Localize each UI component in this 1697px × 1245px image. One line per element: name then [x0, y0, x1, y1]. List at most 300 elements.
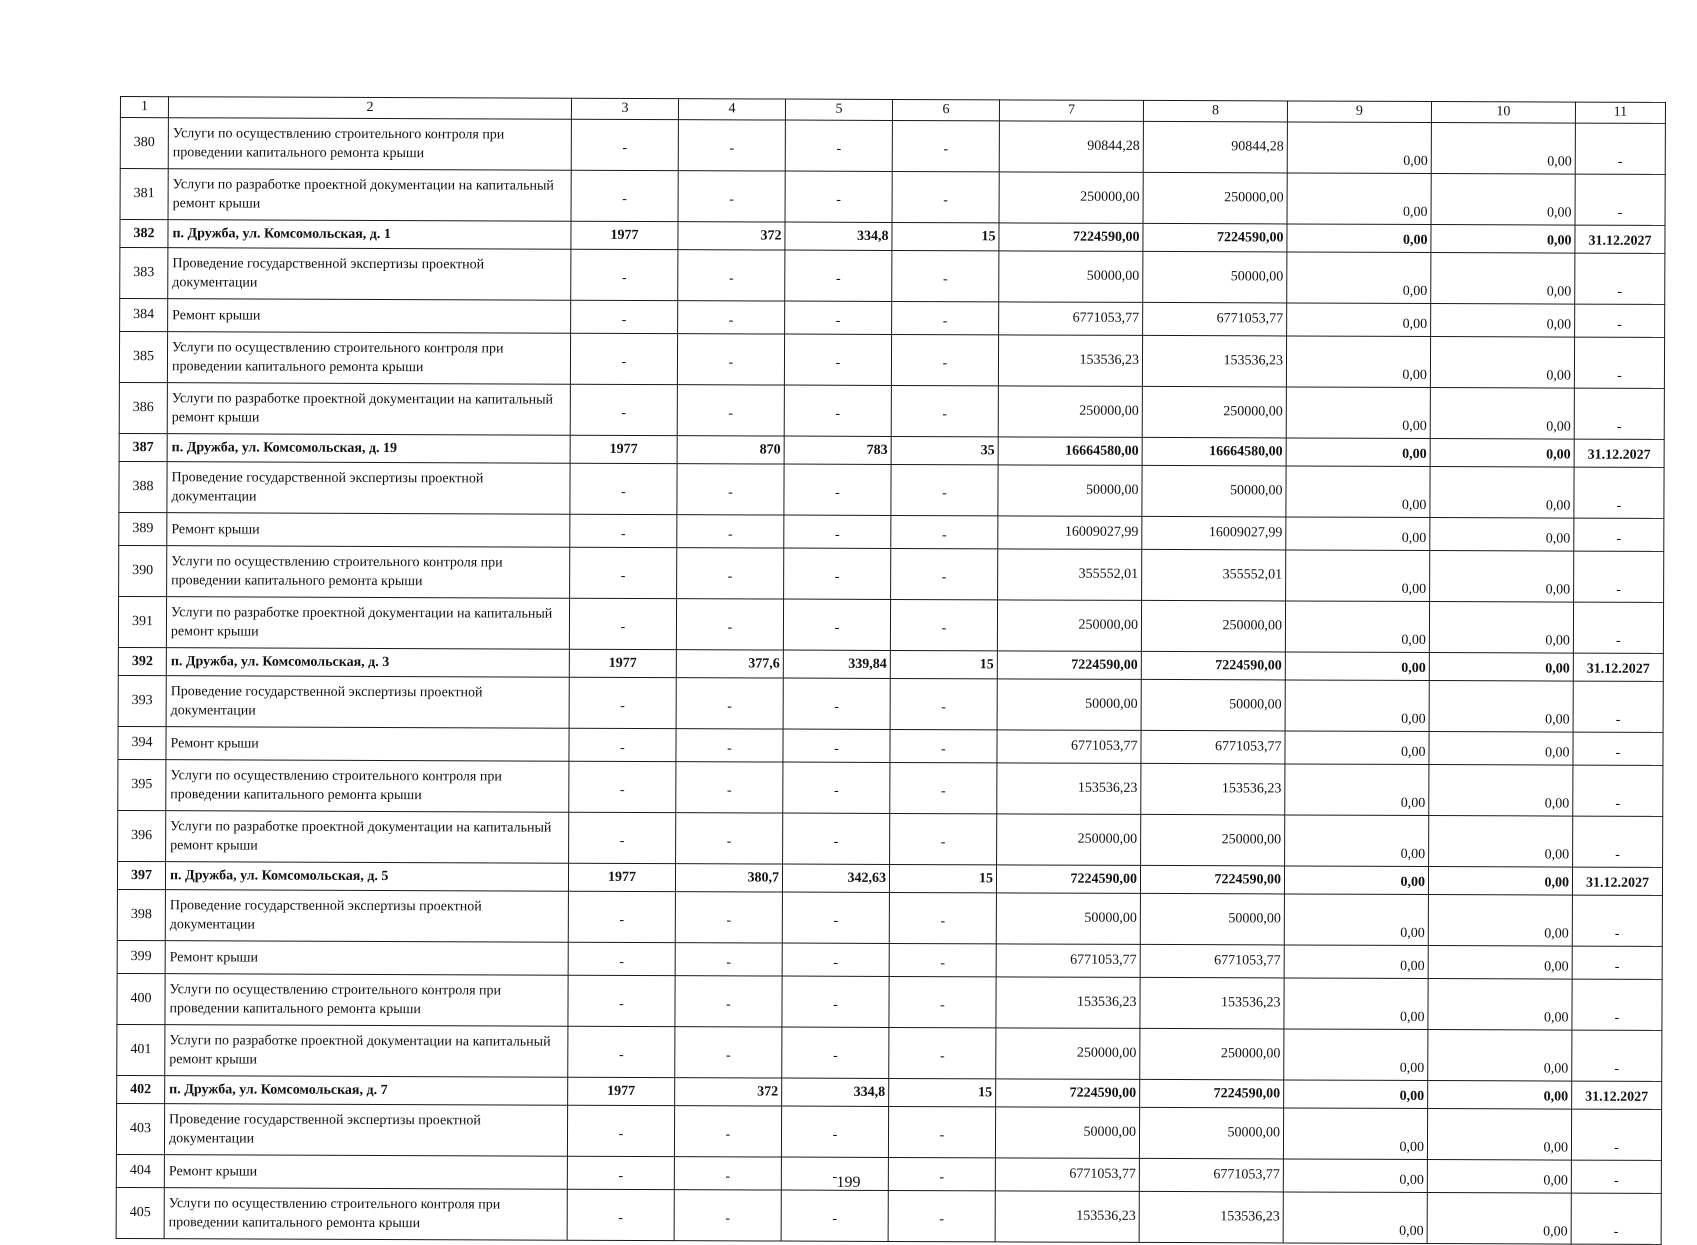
- year-cell: -: [571, 119, 678, 170]
- col4-cell: 377,6: [676, 650, 783, 678]
- page-number: 199: [836, 1174, 861, 1191]
- col4-cell: -: [676, 678, 783, 729]
- amount-cell: 0,00: [1287, 224, 1431, 253]
- row-name-cell: п. Дружба, ул. Комсомольская, д. 19: [167, 434, 570, 464]
- cost-cell: 16664580,00: [1142, 437, 1286, 466]
- amount-cell: 0,00: [1283, 1108, 1427, 1160]
- col4-cell: -: [677, 548, 784, 599]
- cost-cell: 250000,00: [997, 814, 1141, 866]
- deadline-cell: -: [1574, 467, 1664, 518]
- column-header: 10: [1431, 102, 1575, 124]
- amount-cell: 0,00: [1284, 894, 1428, 946]
- col4-cell: -: [676, 813, 783, 864]
- col6-cell: -: [890, 762, 997, 813]
- amount-cell: 0,00: [1427, 1160, 1571, 1194]
- amount-cell: 0,00: [1428, 1081, 1572, 1110]
- row-number-cell: 384: [120, 299, 168, 332]
- amount-cell: 0,00: [1429, 765, 1573, 817]
- col4-cell: -: [675, 976, 782, 1027]
- amount-cell: 0,00: [1431, 123, 1575, 175]
- amount-cell: 0,00: [1283, 1192, 1427, 1244]
- row-number-cell: 380: [120, 118, 168, 169]
- cost-cell: 250000,00: [1143, 172, 1287, 224]
- year-cell: -: [569, 598, 676, 649]
- amount-cell: 0,00: [1429, 653, 1573, 682]
- col4-cell: -: [677, 334, 784, 385]
- capital-repair-table: [116, 96, 1666, 1245]
- amount-cell: 0,00: [1429, 732, 1573, 766]
- row-number-cell: 381: [120, 169, 168, 220]
- deadline-cell: -: [1574, 518, 1664, 551]
- year-cell: 1977: [569, 649, 676, 677]
- cost-cell: 50000,00: [1142, 465, 1286, 517]
- cost-cell: 7224590,00: [1140, 1079, 1284, 1108]
- amount-cell: 0,00: [1287, 303, 1431, 337]
- amount-cell: 0,00: [1430, 337, 1574, 389]
- col6-cell: 15: [889, 864, 996, 892]
- col5-cell: -: [784, 464, 891, 515]
- amount-cell: 0,00: [1287, 173, 1431, 225]
- table-row: [117, 889, 1662, 946]
- row-name-cell: Ремонт крыши: [165, 941, 568, 976]
- col4-cell: -: [674, 1190, 781, 1241]
- col4-cell: -: [677, 385, 784, 436]
- amount-cell: 0,00: [1283, 1159, 1427, 1193]
- cost-cell: 153536,23: [997, 763, 1141, 815]
- amount-cell: 0,00: [1429, 681, 1573, 733]
- cost-cell: 7224590,00: [1140, 865, 1284, 894]
- row-number-cell: 385: [119, 332, 167, 383]
- year-cell: -: [570, 463, 677, 514]
- year-cell: -: [569, 728, 676, 761]
- amount-cell: 0,00: [1287, 252, 1431, 304]
- column-header: 7: [999, 100, 1143, 122]
- col6-cell: -: [890, 813, 997, 864]
- deadline-cell: -: [1575, 174, 1665, 225]
- col5-cell: -: [783, 813, 890, 864]
- amount-cell: 0,00: [1430, 467, 1574, 519]
- cost-cell: 250000,00: [996, 1028, 1140, 1080]
- column-header: 2: [168, 97, 571, 120]
- row-number-cell: 391: [118, 596, 166, 647]
- col4-cell: -: [677, 464, 784, 515]
- row-number-cell: 405: [116, 1187, 164, 1238]
- col4-cell: -: [675, 892, 782, 943]
- cost-cell: 90844,28: [1143, 121, 1287, 173]
- row-number-cell: 397: [117, 861, 165, 889]
- cost-cell: 153536,23: [1139, 1191, 1283, 1243]
- col6-cell: -: [890, 599, 997, 650]
- amount-cell: 0,00: [1285, 731, 1429, 765]
- col5-cell: -: [784, 385, 891, 436]
- year-cell: -: [571, 170, 678, 221]
- row-name-cell: Услуги по осуществлению строительного контроля при проведении капитального ремонта крыши: [168, 118, 571, 171]
- amount-cell: 0,00: [1427, 1193, 1571, 1245]
- row-number-cell: 394: [118, 726, 166, 759]
- deadline-cell: 31.12.2027: [1573, 653, 1663, 681]
- cost-cell: 6771053,77: [999, 302, 1143, 336]
- cost-cell: 90844,28: [999, 121, 1143, 173]
- col6-cell: -: [888, 1190, 995, 1241]
- deadline-cell: 31.12.2027: [1574, 439, 1664, 467]
- col5-cell: -: [782, 1027, 889, 1078]
- cost-cell: 50000,00: [1139, 1107, 1283, 1159]
- col6-cell: -: [892, 301, 999, 334]
- col6-cell: -: [888, 1157, 995, 1190]
- deadline-cell: -: [1572, 979, 1662, 1030]
- year-cell: -: [569, 761, 676, 812]
- col6-cell: 35: [891, 436, 998, 464]
- amount-cell: 0,00: [1428, 895, 1572, 947]
- cost-cell: 250000,00: [1141, 814, 1285, 866]
- col6-cell: -: [891, 464, 998, 515]
- table-row: [120, 169, 1665, 226]
- col5-cell: -: [782, 892, 889, 943]
- year-cell: 1977: [571, 221, 678, 249]
- amount-cell: 0,00: [1286, 438, 1430, 467]
- document-sheet: [116, 96, 1665, 1245]
- col5-cell: -: [783, 678, 890, 729]
- cost-cell: 153536,23: [996, 977, 1140, 1029]
- year-cell: -: [568, 942, 675, 975]
- cost-cell: 250000,00: [1140, 1028, 1284, 1080]
- table-row: [118, 675, 1663, 732]
- cost-cell: 50000,00: [996, 893, 1140, 945]
- table-row: [120, 248, 1665, 305]
- col5-cell: -: [785, 120, 892, 171]
- column-header: 6: [892, 99, 999, 120]
- amount-cell: 0,00: [1286, 336, 1430, 388]
- year-cell: -: [569, 812, 676, 863]
- amount-cell: 0,00: [1286, 387, 1430, 439]
- cost-cell: 6771053,77: [995, 1158, 1139, 1192]
- cost-cell: 50000,00: [995, 1107, 1139, 1159]
- row-number-cell: 389: [119, 512, 167, 545]
- cost-cell: 50000,00: [997, 679, 1141, 731]
- row-number-cell: 390: [119, 545, 167, 596]
- year-cell: -: [570, 514, 677, 547]
- col4-cell: -: [674, 1106, 781, 1157]
- col6-cell: -: [892, 171, 999, 222]
- row-name-cell: Услуги по разработке проектной документации на капитальный ремонт крыши: [166, 597, 569, 650]
- column-header: 1: [120, 97, 168, 118]
- amount-cell: 0,00: [1284, 1029, 1428, 1081]
- col5-cell: -: [783, 599, 890, 650]
- col5-cell: -: [785, 301, 892, 334]
- row-name-cell: Услуги по разработке проектной документации на капитальный ремонт крыши: [167, 383, 570, 436]
- year-cell: -: [568, 891, 675, 942]
- col6-cell: -: [888, 1106, 995, 1157]
- table-row: [120, 118, 1665, 175]
- cost-cell: 50000,00: [1141, 679, 1285, 731]
- row-name-cell: Услуги по разработке проектной документации на капитальный ремонт крыши: [165, 1025, 568, 1078]
- cost-cell: 250000,00: [999, 172, 1143, 224]
- year-cell: -: [568, 1026, 675, 1077]
- deadline-cell: -: [1574, 337, 1664, 388]
- amount-cell: 0,00: [1284, 945, 1428, 979]
- col5-cell: -: [783, 729, 890, 762]
- amount-cell: 0,00: [1430, 518, 1574, 552]
- row-number-cell: 402: [117, 1075, 165, 1103]
- col4-cell: -: [678, 250, 785, 301]
- cost-cell: 50000,00: [999, 251, 1143, 303]
- cost-cell: 7224590,00: [999, 223, 1143, 252]
- row-name-cell: Проведение государственной экспертизы проектной документации: [164, 1104, 567, 1157]
- row-number-cell: 388: [119, 461, 167, 512]
- cost-cell: 6771053,77: [1143, 302, 1287, 336]
- col6-cell: -: [889, 892, 996, 943]
- row-name-cell: п. Дружба, ул. Комсомольская, д. 3: [166, 648, 569, 678]
- cost-cell: 153536,23: [1140, 977, 1284, 1029]
- row-number-cell: 387: [119, 433, 167, 461]
- col6-cell: -: [890, 729, 997, 762]
- year-cell: -: [569, 677, 676, 728]
- year-cell: -: [571, 249, 678, 300]
- deadline-cell: 31.12.2027: [1572, 1081, 1662, 1109]
- amount-cell: 0,00: [1431, 304, 1575, 338]
- row-number-cell: 401: [117, 1024, 165, 1075]
- deadline-cell: -: [1573, 602, 1663, 653]
- col6-cell: -: [889, 976, 996, 1027]
- table-row: [117, 973, 1662, 1030]
- row-number-cell: 382: [120, 220, 168, 248]
- deadline-cell: -: [1575, 304, 1665, 337]
- row-number-cell: 393: [118, 675, 166, 726]
- col5-cell: -: [781, 1190, 888, 1241]
- amount-cell: 0,00: [1429, 602, 1573, 654]
- col5-cell: 342,63: [782, 864, 889, 892]
- column-header: 11: [1575, 102, 1665, 123]
- row-name-cell: Услуги по разработке проектной документации на капитальный ремонт крыши: [166, 811, 569, 864]
- amount-cell: 0,00: [1431, 225, 1575, 254]
- row-number-cell: 399: [117, 940, 165, 973]
- row-number-cell: 396: [118, 810, 166, 861]
- col5-cell: -: [782, 943, 889, 976]
- col5-cell: 339,84: [783, 650, 890, 678]
- cost-cell: 153536,23: [998, 335, 1142, 387]
- amount-cell: 0,00: [1287, 122, 1431, 174]
- col4-cell: 380,7: [675, 864, 782, 892]
- amount-cell: 0,00: [1428, 946, 1572, 980]
- row-number-cell: 392: [118, 647, 166, 675]
- col6-cell: -: [892, 120, 999, 171]
- amount-cell: 0,00: [1428, 867, 1572, 896]
- row-name-cell: Услуги по осуществлению строительного контроля при проведении капитального ремонта крыши: [165, 974, 568, 1027]
- deadline-cell: -: [1573, 765, 1663, 816]
- year-cell: -: [567, 1156, 674, 1189]
- col6-cell: -: [889, 1027, 996, 1078]
- cost-cell: 16009027,99: [998, 516, 1142, 550]
- amount-cell: 0,00: [1430, 388, 1574, 440]
- year-cell: -: [570, 333, 677, 384]
- col4-cell: -: [677, 515, 784, 548]
- col6-cell: 15: [889, 1078, 996, 1106]
- cost-cell: 50000,00: [998, 465, 1142, 517]
- deadline-cell: -: [1571, 1193, 1661, 1244]
- row-name-cell: Ремонт крыши: [168, 299, 571, 334]
- deadline-cell: -: [1572, 895, 1662, 946]
- cost-cell: 250000,00: [997, 600, 1141, 652]
- amount-cell: 0,00: [1428, 979, 1572, 1031]
- column-header: 3: [571, 98, 678, 119]
- column-header: 5: [785, 99, 892, 120]
- cost-cell: 250000,00: [1142, 386, 1286, 438]
- row-name-cell: п. Дружба, ул. Комсомольская, д. 7: [165, 1076, 568, 1106]
- cost-cell: 250000,00: [998, 386, 1142, 438]
- row-name-cell: п. Дружба, ул. Комсомольская, д. 5: [165, 862, 568, 892]
- table-row: [118, 759, 1663, 816]
- amount-cell: 0,00: [1286, 466, 1430, 518]
- deadline-cell: -: [1573, 681, 1663, 732]
- col5-cell: -: [782, 976, 889, 1027]
- col6-cell: -: [890, 678, 997, 729]
- col5-cell: 783: [784, 436, 891, 464]
- col4-cell: -: [675, 1027, 782, 1078]
- row-number-cell: 395: [118, 759, 166, 810]
- table-row: [116, 1187, 1661, 1244]
- row-name-cell: п. Дружба, ул. Комсомольская, д. 1: [168, 220, 571, 250]
- column-header: 4: [678, 99, 785, 120]
- amount-cell: 0,00: [1285, 652, 1429, 681]
- amount-cell: 0,00: [1427, 1109, 1571, 1161]
- row-number-cell: 398: [117, 889, 165, 940]
- deadline-cell: -: [1574, 551, 1664, 602]
- cost-cell: 7224590,00: [1141, 651, 1285, 680]
- amount-cell: 0,00: [1431, 174, 1575, 226]
- col6-cell: -: [889, 943, 996, 976]
- deadline-cell: -: [1572, 946, 1662, 979]
- row-number-cell: 386: [119, 382, 167, 433]
- amount-cell: 0,00: [1284, 866, 1428, 895]
- col6-cell: -: [891, 515, 998, 548]
- col6-cell: -: [891, 385, 998, 436]
- row-name-cell: Проведение государственной экспертизы проектной документации: [166, 676, 569, 729]
- cost-cell: 7224590,00: [996, 865, 1140, 894]
- table-row: [119, 382, 1664, 439]
- cost-cell: 6771053,77: [1141, 730, 1285, 764]
- table-row: [118, 810, 1663, 867]
- year-cell: -: [570, 384, 677, 435]
- cost-cell: 153536,23: [995, 1191, 1139, 1243]
- table-row: [119, 461, 1664, 518]
- column-header: 8: [1143, 100, 1287, 122]
- deadline-cell: -: [1572, 1030, 1662, 1081]
- row-name-cell: Ремонт крыши: [164, 1155, 567, 1190]
- col4-cell: -: [676, 729, 783, 762]
- amount-cell: 0,00: [1284, 978, 1428, 1030]
- row-name-cell: Услуги по осуществлению строительного контроля при проведении капитального ремонта крыши: [167, 332, 570, 385]
- table-body: [116, 97, 1665, 1245]
- deadline-cell: -: [1574, 388, 1664, 439]
- deadline-cell: -: [1571, 1160, 1661, 1193]
- row-name-cell: Ремонт крыши: [167, 513, 570, 548]
- row-name-cell: Услуги по осуществлению строительного контроля при проведении капитального ремонта крыши: [166, 760, 569, 813]
- col4-cell: -: [676, 762, 783, 813]
- col5-cell: 334,8: [785, 222, 892, 250]
- cost-cell: 6771053,77: [1140, 944, 1284, 978]
- col5-cell: -: [781, 1157, 888, 1190]
- row-name-cell: Ремонт крыши: [166, 727, 569, 762]
- col4-cell: -: [678, 171, 785, 222]
- col6-cell: 15: [892, 222, 999, 250]
- year-cell: -: [570, 547, 677, 598]
- col5-cell: -: [781, 1106, 888, 1157]
- cost-cell: 6771053,77: [996, 944, 1140, 978]
- deadline-cell: 31.12.2027: [1575, 225, 1665, 253]
- col6-cell: -: [891, 334, 998, 385]
- col4-cell: -: [678, 120, 785, 171]
- col5-cell: -: [783, 762, 890, 813]
- col5-cell: 334,8: [782, 1078, 889, 1106]
- cost-cell: 153536,23: [1142, 335, 1286, 387]
- year-cell: -: [567, 1105, 674, 1156]
- table-row: [119, 545, 1664, 602]
- year-cell: -: [568, 975, 675, 1026]
- row-name-cell: Проведение государственной экспертизы проектной документации: [167, 462, 570, 515]
- deadline-cell: 31.12.2027: [1572, 867, 1662, 895]
- row-number-cell: 403: [116, 1103, 164, 1154]
- col6-cell: -: [892, 250, 999, 301]
- col6-cell: 15: [890, 650, 997, 678]
- cost-cell: 50000,00: [1140, 893, 1284, 945]
- row-name-cell: Услуги по осуществлению строительного контроля при проведении капитального ремонта крыши: [167, 546, 570, 599]
- col5-cell: -: [784, 515, 891, 548]
- cost-cell: 16009027,99: [1142, 516, 1286, 550]
- col5-cell: -: [784, 548, 891, 599]
- deadline-cell: -: [1573, 732, 1663, 765]
- amount-cell: 0,00: [1285, 680, 1429, 732]
- cost-cell: 50000,00: [1143, 251, 1287, 303]
- amount-cell: 0,00: [1286, 550, 1430, 602]
- year-cell: -: [571, 300, 678, 333]
- year-cell: -: [567, 1189, 674, 1240]
- col6-cell: -: [891, 548, 998, 599]
- amount-cell: 0,00: [1285, 601, 1429, 653]
- cost-cell: 6771053,77: [1139, 1158, 1283, 1192]
- table-row: [116, 1103, 1661, 1160]
- col4-cell: -: [675, 943, 782, 976]
- row-number-cell: 400: [117, 973, 165, 1024]
- deadline-cell: -: [1575, 253, 1665, 304]
- col4-cell: 372: [678, 222, 785, 250]
- cost-cell: 7224590,00: [1143, 223, 1287, 252]
- cost-cell: 355552,01: [998, 549, 1142, 601]
- cost-cell: 6771053,77: [997, 730, 1141, 764]
- row-name-cell: Услуги по осуществлению строительного контроля при проведении капитального ремонта крыши: [164, 1188, 567, 1241]
- col4-cell: 372: [675, 1078, 782, 1106]
- col5-cell: -: [785, 171, 892, 222]
- amount-cell: 0,00: [1429, 816, 1573, 868]
- amount-cell: 0,00: [1285, 815, 1429, 867]
- amount-cell: 0,00: [1430, 439, 1574, 468]
- year-cell: 1977: [568, 1077, 675, 1105]
- cost-cell: 7224590,00: [997, 651, 1141, 680]
- row-name-cell: Услуги по разработке проектной документации на капитальный ремонт крыши: [168, 169, 571, 222]
- deadline-cell: -: [1575, 123, 1665, 174]
- deadline-cell: -: [1573, 816, 1663, 867]
- column-header: 9: [1287, 101, 1431, 123]
- col4-cell: -: [674, 1157, 781, 1190]
- year-cell: 1977: [570, 435, 677, 463]
- table-row: [118, 596, 1663, 653]
- col5-cell: -: [784, 334, 891, 385]
- amount-cell: 0,00: [1284, 1080, 1428, 1109]
- col4-cell: -: [678, 301, 785, 334]
- row-name-cell: Проведение государственной экспертизы проектной документации: [165, 890, 568, 943]
- col4-cell: 870: [677, 436, 784, 464]
- table-row: [119, 332, 1664, 389]
- row-number-cell: 404: [116, 1154, 164, 1187]
